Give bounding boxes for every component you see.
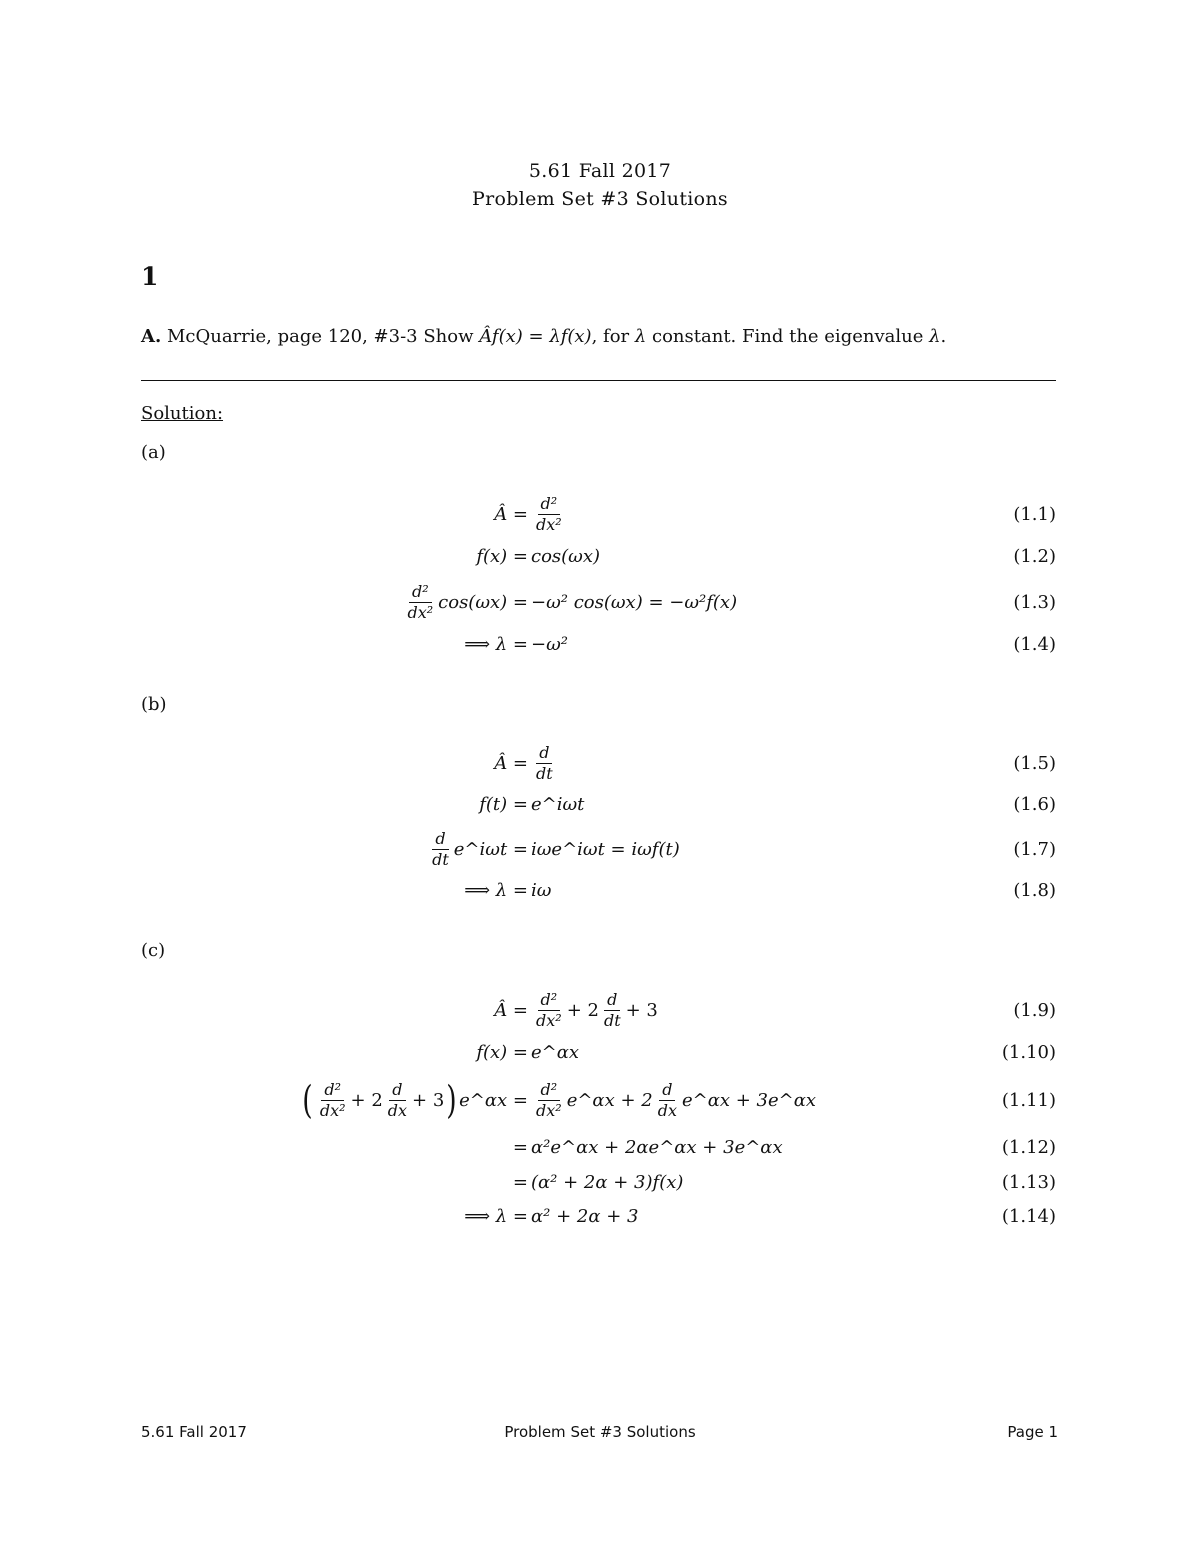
equation-1-5 xyxy=(141,743,1056,783)
equation-1-9 xyxy=(141,990,1056,1030)
problem-period: . xyxy=(940,326,947,347)
problem-lambda: λ xyxy=(634,326,647,347)
part-a-label: (a) xyxy=(141,442,166,463)
problem-statement xyxy=(141,326,946,347)
equation-1-4 xyxy=(141,624,1056,664)
frac-num: d² xyxy=(538,991,561,1011)
equation-number: (1.10) xyxy=(1001,1041,1056,1063)
eq-lhs xyxy=(427,829,528,869)
equation-number: (1.11) xyxy=(1001,1089,1056,1111)
equation-number: (1.9) xyxy=(1013,999,1056,1021)
eq-lhs-tail: cos(ωx) = xyxy=(438,591,528,613)
frac-den: dt xyxy=(536,763,553,783)
problem-text-post: constant. Find the eigenvalue xyxy=(646,326,930,347)
eq-tail: + 3 xyxy=(625,999,658,1021)
eq-lhs: = xyxy=(512,1136,528,1158)
problem-lambda-end: λ xyxy=(929,326,941,347)
eq-lhs: ⟹ λ = xyxy=(464,879,528,901)
frac-den: dx xyxy=(657,1100,677,1120)
eq-lhs: f(t) = xyxy=(479,793,528,815)
section-number: 1 xyxy=(141,262,159,291)
eq-rhs: (α² + 2α + 3)f(x) xyxy=(531,1171,684,1193)
equation-number: (1.8) xyxy=(1013,879,1056,901)
frac-num: d² xyxy=(538,495,561,515)
equation-1-10 xyxy=(141,1032,1056,1072)
eq-lhs: ⟹ λ = xyxy=(464,1205,528,1227)
eq-lhs xyxy=(402,582,528,622)
fraction xyxy=(533,991,565,1029)
footer-page-number: Page 1 xyxy=(1007,1423,1058,1441)
frac-den: dt xyxy=(432,849,449,869)
equation-number: (1.12) xyxy=(1001,1136,1056,1158)
equation-1-11 xyxy=(141,1080,1056,1120)
part-c-label: (c) xyxy=(141,940,166,961)
frac-den: dx xyxy=(387,1100,408,1120)
eq-lhs: Â = xyxy=(494,752,528,774)
eq-rhs: iωe^iωt = iωf(t) xyxy=(531,838,680,860)
fraction xyxy=(533,495,565,533)
doc-problem-set-title: Problem Set #3 Solutions xyxy=(472,188,728,210)
frac-den: dx² xyxy=(536,514,562,534)
eq-lhs: f(x) = xyxy=(476,545,528,567)
eq-rhs: −ω² xyxy=(531,633,568,655)
left-paren: ( xyxy=(302,1078,313,1122)
eq-lhs-tail: e^iωt = xyxy=(453,838,528,860)
frac-den: dx² xyxy=(319,1100,346,1120)
eq-lhs: f(x) = xyxy=(476,1041,528,1063)
eq-lhs: Â = xyxy=(494,503,528,525)
equation-number: (1.3) xyxy=(1013,591,1056,613)
equation-number: (1.6) xyxy=(1013,793,1056,815)
frac-den: dx² xyxy=(536,1100,562,1120)
equation-1-1 xyxy=(141,494,1056,534)
equation-1-3 xyxy=(141,582,1056,622)
eq-rhs: e^αx xyxy=(531,1041,580,1063)
eq-rhs: −ω² cos(ωx) = −ω²f(x) xyxy=(531,591,738,613)
equation-1-14 xyxy=(141,1196,1056,1236)
equation-number: (1.13) xyxy=(1001,1171,1056,1193)
doc-course-title: 5.61 Fall 2017 xyxy=(528,160,672,182)
right-paren: ) xyxy=(446,1078,457,1122)
equation-number: (1.1) xyxy=(1013,503,1056,525)
frac-den: dt xyxy=(603,1010,621,1030)
equation-1-8 xyxy=(141,870,1056,910)
equation-1-6 xyxy=(141,784,1056,824)
eq-tail: e^αx + 3e^αx xyxy=(681,1089,817,1111)
eq-rhs: iω xyxy=(531,879,552,901)
eq-mid: + 2 xyxy=(350,1089,383,1111)
equation-number: (1.5) xyxy=(1013,752,1056,774)
horizontal-rule xyxy=(141,380,1056,381)
frac-num: d² xyxy=(321,1081,344,1101)
footer-center: Problem Set #3 Solutions xyxy=(504,1423,696,1441)
footer-left: 5.61 Fall 2017 xyxy=(141,1423,247,1441)
eq-lhs xyxy=(300,1080,528,1120)
fraction xyxy=(533,1081,565,1119)
frac-num: d xyxy=(389,1081,405,1101)
part-b-label: (b) xyxy=(141,694,167,715)
solution-label: Solution: xyxy=(141,403,224,424)
eq-rhs: α² + 2α + 3 xyxy=(531,1205,639,1227)
fraction xyxy=(385,1081,410,1119)
fraction xyxy=(429,830,452,868)
eq-rhs: e^iωt xyxy=(531,793,585,815)
frac-num: d² xyxy=(538,1081,561,1101)
fraction xyxy=(655,1081,680,1119)
eq-tail: + 3 xyxy=(412,1089,445,1111)
frac-num: d² xyxy=(409,583,432,603)
problem-operator: Âf(x) = λf(x) xyxy=(479,326,592,347)
equation-number: (1.4) xyxy=(1013,633,1056,655)
problem-text-pre: McQuarrie, page 120, #3-3 Show xyxy=(161,326,480,347)
frac-den: dx² xyxy=(407,602,434,622)
equation-number: (1.7) xyxy=(1013,838,1056,860)
frac-num: d xyxy=(604,991,620,1011)
eq-mid: e^αx + 2 xyxy=(566,1089,653,1111)
eq-lhs-after: e^αx = xyxy=(459,1089,528,1111)
eq-lhs: ⟹ λ = xyxy=(464,633,528,655)
equation-1-2 xyxy=(141,536,1056,576)
fraction xyxy=(404,583,436,621)
problem-label: A. xyxy=(141,326,162,347)
frac-den: dx² xyxy=(536,1010,562,1030)
fraction xyxy=(317,1081,349,1119)
equation-1-12 xyxy=(141,1127,1056,1167)
equation-number: (1.14) xyxy=(1001,1205,1056,1227)
eq-mid: + 2 xyxy=(566,999,599,1021)
fraction xyxy=(601,991,624,1029)
eq-rhs: α²e^αx + 2αe^αx + 3e^αx xyxy=(531,1136,783,1158)
eq-lhs: Â = xyxy=(494,999,528,1021)
problem-text-mid: , for xyxy=(591,326,635,347)
equation-number: (1.2) xyxy=(1013,545,1056,567)
frac-num: d xyxy=(659,1081,675,1101)
fraction xyxy=(533,744,556,782)
frac-num: d xyxy=(432,830,448,850)
eq-rhs: cos(ωx) xyxy=(531,545,601,567)
eq-lhs: = xyxy=(512,1171,528,1193)
frac-num: d xyxy=(536,744,552,764)
equation-1-7 xyxy=(141,829,1056,869)
